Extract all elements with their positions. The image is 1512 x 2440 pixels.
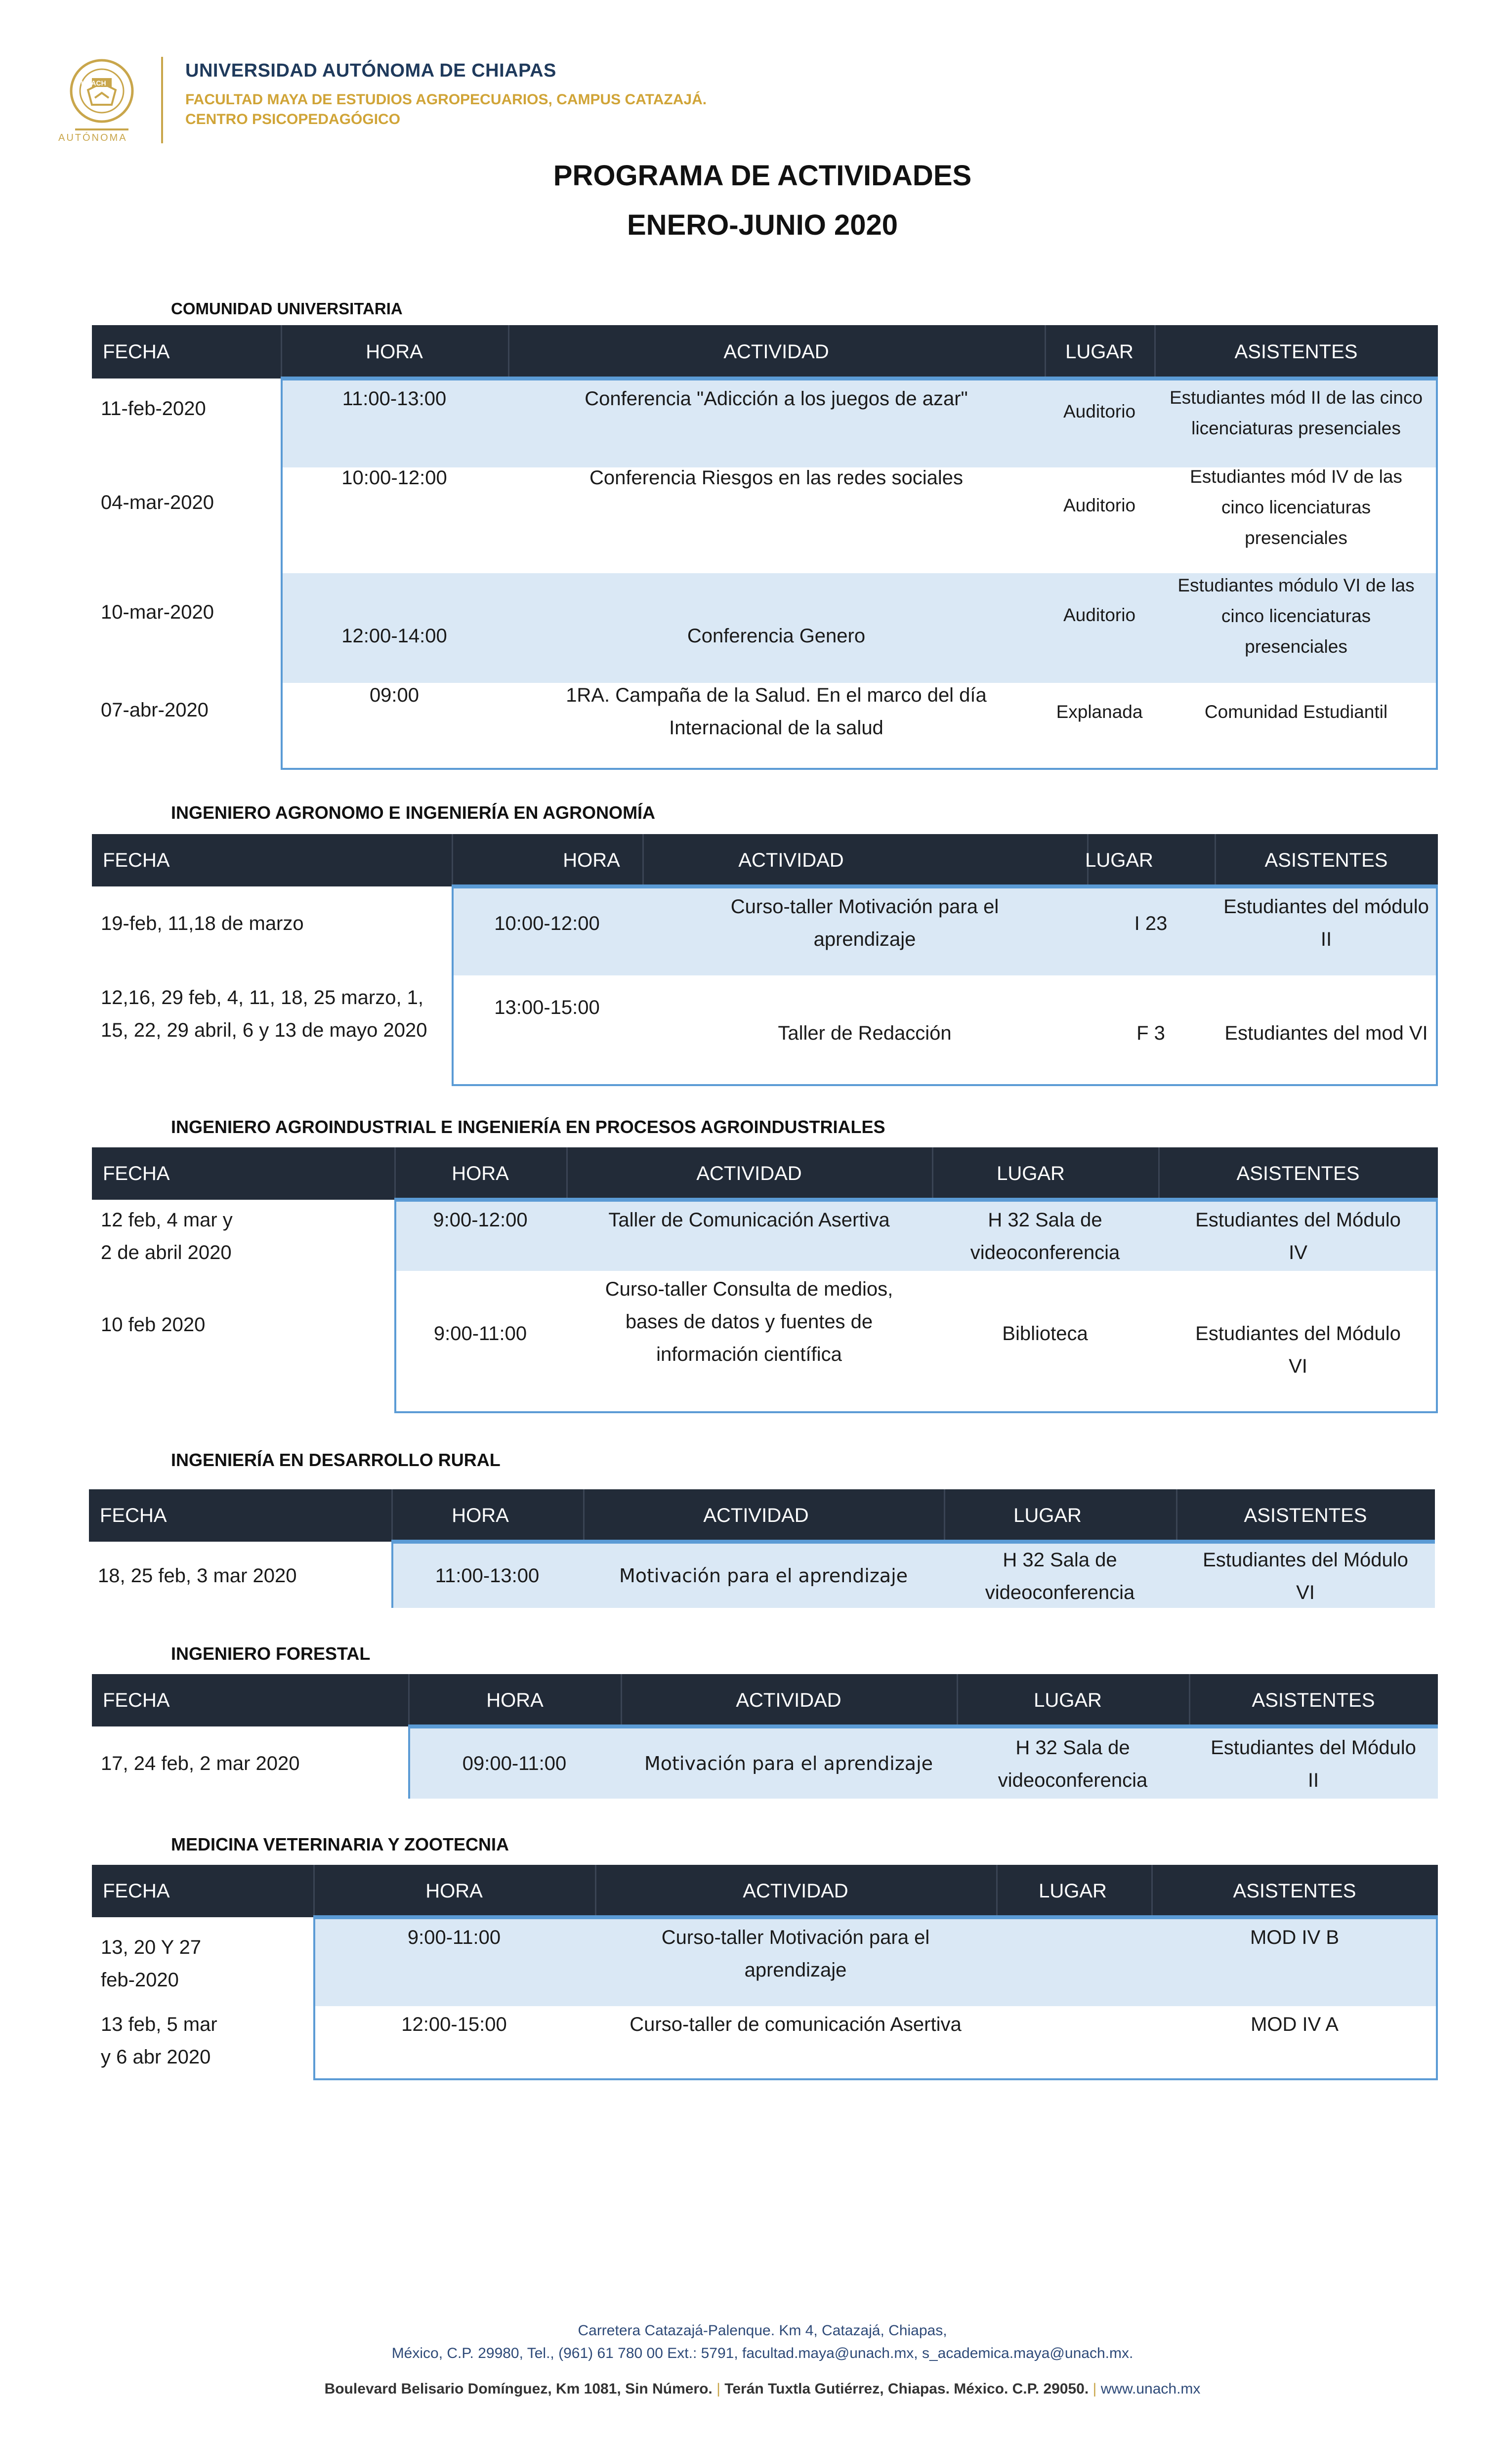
table-row-lugar: H 32 Sala de videoconferencia bbox=[985, 1549, 1135, 1603]
table-row-fecha: 04-mar-2020 bbox=[101, 492, 214, 513]
university-logo bbox=[45, 55, 158, 143]
table-row-fecha: 17, 24 feb, 2 mar 2020 bbox=[101, 1753, 300, 1774]
col-actividad: ACTIVIDAD bbox=[736, 1689, 841, 1711]
table-header bbox=[92, 834, 1438, 886]
col-fecha: FECHA bbox=[103, 1162, 170, 1184]
table-row-asistentes: Estudiantes del mod VI bbox=[1224, 1022, 1428, 1044]
section-title: INGENIERÍA EN DESARROLLO RURAL bbox=[171, 1450, 501, 1470]
table-row-asistentes: Estudiantes mód IV de las cinco licenciaturas presenciales bbox=[1190, 466, 1402, 548]
footer-address-line2: México, C.P. 29980, Tel., (961) 61 780 00 Ext.: 5791, facultad.maya@unach.mx, s_academica.maya@unach.mx. bbox=[391, 2345, 1134, 2361]
footer-address-line1: Carretera Catazajá-Palenque. Km 4, Catazajá, Chiapas, bbox=[578, 2322, 947, 2339]
activities-table bbox=[92, 834, 1438, 1086]
col-actividad: ACTIVIDAD bbox=[723, 340, 829, 363]
table-row-asistentes: Estudiantes del Módulo II bbox=[1211, 1737, 1416, 1791]
table-row-lugar: Auditorio bbox=[1063, 401, 1136, 421]
center-name: CENTRO PSICOPEDAGÓGICO bbox=[185, 111, 401, 127]
table-row-lugar: H 32 Sala de videoconferencia bbox=[970, 1209, 1120, 1263]
table-row-actividad: 1RA. Campaña de la Salud. En el marco del día Internacional de la salud bbox=[566, 684, 987, 739]
col-fecha: FECHA bbox=[103, 340, 170, 363]
table-row-fecha: 18, 25 feb, 3 mar 2020 bbox=[98, 1565, 297, 1587]
table-row-hora: 09:00 bbox=[369, 684, 420, 706]
table-row-lugar: Explanada bbox=[1056, 702, 1143, 722]
col-lugar: LUGAR bbox=[1034, 1689, 1102, 1711]
table-header bbox=[92, 1865, 1438, 1917]
table-row-hora: 13:00-15:00 bbox=[494, 997, 600, 1018]
page-title: PROGRAMA DE ACTIVIDADES bbox=[553, 160, 972, 192]
table-row-hora: 11:00-13:00 bbox=[435, 1565, 540, 1587]
col-lugar: LUGAR bbox=[1065, 340, 1134, 363]
section-title: INGENIERO AGRONOMO E INGENIERÍA EN AGRONOMÍA bbox=[171, 802, 656, 823]
table-row-actividad: Conferencia Genero bbox=[687, 625, 866, 647]
table-row-hora: 10:00-12:00 bbox=[341, 467, 447, 489]
table-row-lugar: Auditorio bbox=[1063, 605, 1136, 625]
table-row-asistentes: Comunidad Estudiantil bbox=[1204, 702, 1388, 722]
table-row-actividad: Motivación para el aprendizaje bbox=[644, 1753, 933, 1774]
table-header bbox=[92, 1147, 1438, 1200]
table-row-asistentes: MOD IV B bbox=[1250, 1927, 1340, 1948]
col-asistentes: ASISTENTES bbox=[1234, 340, 1358, 363]
table-row-asistentes: Estudiantes módulo VI de las cinco licenciaturas presenciales bbox=[1177, 575, 1415, 657]
col-actividad: ACTIVIDAD bbox=[703, 1504, 809, 1526]
footer-tuxtla-address: Terán Tuxtla Gutiérrez, Chiapas. México. C.P. 29050. bbox=[724, 2381, 1089, 2397]
table-row-asistentes: Estudiantes del Módulo VI bbox=[1203, 1549, 1408, 1603]
activities-table bbox=[89, 1489, 1435, 1608]
table-row-asistentes: MOD IV A bbox=[1251, 2014, 1339, 2035]
col-asistentes: ASISTENTES bbox=[1264, 849, 1388, 871]
col-lugar: LUGAR bbox=[997, 1162, 1065, 1184]
col-fecha: FECHA bbox=[103, 1880, 170, 1902]
table-row-fecha: 07-abr-2020 bbox=[101, 699, 209, 721]
table-row-asistentes: Estudiantes del Módulo IV bbox=[1195, 1209, 1401, 1263]
table-row-hora: 9:00-11:00 bbox=[433, 1323, 527, 1345]
activities-table bbox=[92, 325, 1438, 770]
table-header bbox=[89, 1489, 1435, 1542]
col-hora: HORA bbox=[452, 1504, 509, 1526]
table-row-actividad: Taller de Redacción bbox=[778, 1022, 952, 1044]
table-row-hora: 9:00-11:00 bbox=[407, 1927, 501, 1948]
table-row-fecha: 12,16, 29 feb, 4, 11, 18, 25 marzo, 1, 15, 22, 29 abril, 6 y 13 de mayo 2020 bbox=[101, 987, 427, 1041]
section-title: INGENIERO AGROINDUSTRIAL E INGENIERÍA EN PROCESOS AGROINDUSTRIALES bbox=[171, 1117, 885, 1137]
table-row-actividad: Conferencia "Adicción a los juegos de azar" bbox=[585, 388, 968, 410]
table-row-actividad: Taller de Comunicación Asertiva bbox=[608, 1209, 890, 1231]
col-fecha: FECHA bbox=[103, 1689, 170, 1711]
table-row-fecha: 13 feb, 5 mar y 6 abr 2020 bbox=[101, 2014, 217, 2068]
section-title: COMUNIDAD UNIVERSITARIA bbox=[171, 299, 403, 318]
col-fecha: FECHA bbox=[100, 1504, 167, 1526]
activities-table bbox=[92, 1865, 1438, 2080]
activities-table bbox=[92, 1674, 1438, 1799]
activities-table bbox=[92, 1147, 1438, 1413]
section-title: MEDICINA VETERINARIA Y ZOOTECNIA bbox=[171, 1834, 509, 1854]
table-row-lugar: Biblioteca bbox=[1002, 1323, 1088, 1345]
table-row-asistentes: Estudiantes del Módulo VI bbox=[1195, 1323, 1401, 1377]
col-hora: HORA bbox=[425, 1880, 483, 1902]
university-name: UNIVERSIDAD AUTÓNOMA DE CHIAPAS bbox=[185, 60, 556, 81]
col-hora: HORA bbox=[486, 1689, 544, 1711]
table-row-asistentes: Estudiantes mód II de las cinco licenciaturas presenciales bbox=[1169, 387, 1423, 438]
table-header bbox=[92, 325, 1438, 379]
footer-address-line3: Boulevard Belisario Domínguez, Km 1081, Sin Número. | Terán Tuxtla Gutiérrez, Chiapas. México. C.P. 29050. | www.unach.mx bbox=[324, 2381, 1201, 2397]
footer-website-link[interactable]: www.unach.mx bbox=[1100, 2381, 1201, 2397]
col-lugar: LUGAR bbox=[1013, 1504, 1082, 1526]
col-asistentes: ASISTENTES bbox=[1233, 1880, 1356, 1902]
table-row-lugar: F 3 bbox=[1136, 1022, 1165, 1044]
table-row-fecha: 10-mar-2020 bbox=[101, 601, 214, 623]
table-row-actividad: Curso-taller Motivación para el aprendizaje bbox=[661, 1927, 930, 1981]
col-hora: HORA bbox=[452, 1162, 509, 1184]
table-row-lugar: Auditorio bbox=[1063, 495, 1136, 515]
table-row-hora: 9:00-12:00 bbox=[433, 1209, 528, 1231]
table-row-hora: 12:00-14:00 bbox=[341, 625, 447, 647]
table-row-actividad: Conferencia Riesgos en las redes sociales bbox=[589, 467, 963, 489]
table-row-actividad: Motivación para el aprendizaje bbox=[619, 1565, 908, 1587]
col-lugar: LUGAR bbox=[1039, 1880, 1107, 1902]
col-asistentes: ASISTENTES bbox=[1236, 1162, 1360, 1184]
col-actividad: ACTIVIDAD bbox=[696, 1162, 802, 1184]
table-row-hora: 10:00-12:00 bbox=[494, 913, 600, 934]
table-row-lugar: H 32 Sala de videoconferencia bbox=[998, 1737, 1148, 1791]
logo-text: UNACH bbox=[81, 79, 106, 87]
table-row-actividad: Curso-taller Consulta de medios, bases de datos y fuentes de información científica bbox=[605, 1278, 893, 1365]
footer-campus-address: Boulevard Belisario Domínguez, Km 1081, Sin Número. bbox=[324, 2381, 713, 2397]
table-row-fecha: 19-feb, 11,18 de marzo bbox=[101, 913, 304, 934]
table-row-lugar: I 23 bbox=[1134, 913, 1168, 934]
table-row-hora: 09:00-11:00 bbox=[462, 1753, 567, 1774]
section-title: INGENIERO FORESTAL bbox=[171, 1643, 371, 1664]
logo-bottom-text: AUTÓNOMA bbox=[58, 132, 127, 143]
table-row-actividad: Curso-taller de comunicación Asertiva bbox=[630, 2014, 962, 2035]
col-actividad: ACTIVIDAD bbox=[743, 1880, 848, 1902]
col-asistentes: ASISTENTES bbox=[1252, 1689, 1375, 1711]
table-row-hora: 12:00-15:00 bbox=[401, 2014, 507, 2035]
table-row-hora: 11:00-13:00 bbox=[342, 388, 447, 410]
table-row-actividad: Curso-taller Motivación para el aprendizaje bbox=[730, 896, 999, 950]
faculty-name: FACULTAD MAYA DE ESTUDIOS AGROPECUARIOS, CAMPUS CATAZAJÁ. bbox=[185, 91, 707, 108]
col-hora: HORA bbox=[366, 340, 423, 363]
header-divider bbox=[161, 57, 163, 143]
table-row-asistentes: Estudiantes del módulo II bbox=[1223, 896, 1429, 950]
col-lugar: LUGAR bbox=[1085, 849, 1153, 871]
col-actividad: ACTIVIDAD bbox=[738, 849, 844, 871]
col-asistentes: ASISTENTES bbox=[1244, 1504, 1367, 1526]
table-row-fecha: 12 feb, 4 mar y 2 de abril 2020 bbox=[101, 1209, 233, 1263]
col-fecha: FECHA bbox=[103, 849, 170, 871]
table-header bbox=[92, 1674, 1438, 1726]
table-row-fecha: 10 feb 2020 bbox=[101, 1314, 206, 1336]
page-subtitle: ENERO-JUNIO 2020 bbox=[627, 209, 898, 241]
col-hora: HORA bbox=[563, 849, 620, 871]
table-row-fecha: 11-feb-2020 bbox=[101, 398, 206, 420]
table-row-fecha: 13, 20 Y 27 feb-2020 bbox=[101, 1936, 202, 1991]
